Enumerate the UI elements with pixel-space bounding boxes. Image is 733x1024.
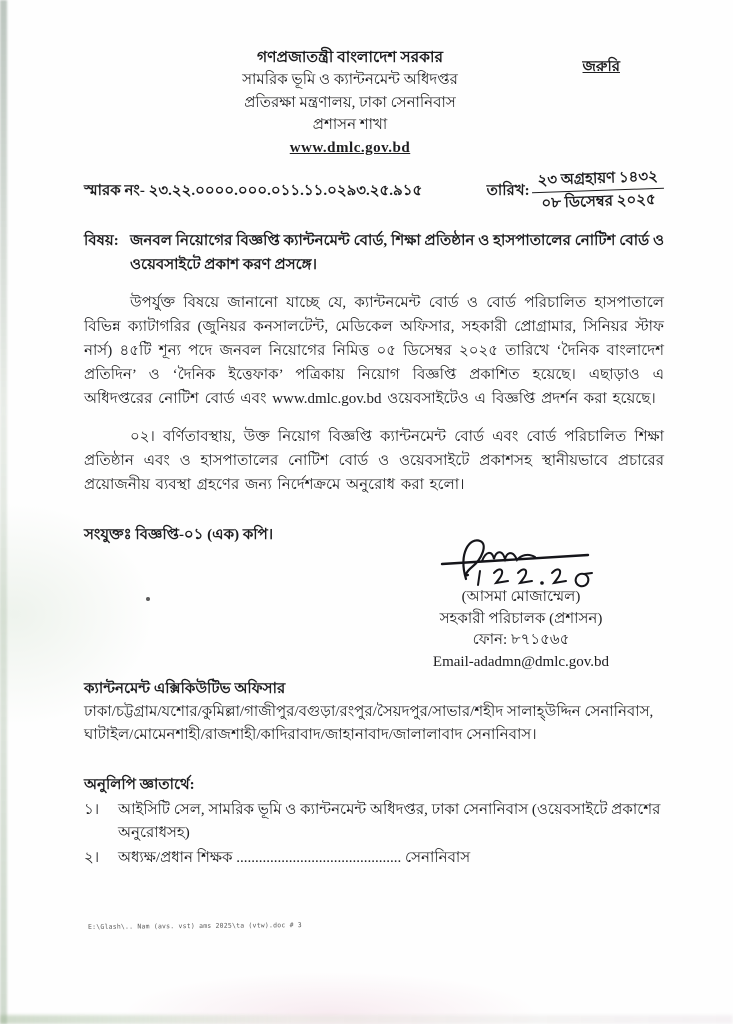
letter-content	[84, 46, 664, 871]
urgent-label: জরুরি	[582, 59, 620, 75]
ministry-name: প্রতিরক্ষা মন্ত্রণালয়, ঢাকা সেনানিবাস	[244, 94, 456, 111]
memo-number: স্মারক নং- ২৩.২২.০০০০.০০০.০১১.১১.০২৯৩.২৫.৯১৫	[84, 183, 423, 200]
distribution-list	[84, 678, 664, 748]
letterhead	[84, 46, 616, 159]
copy-item-1	[84, 799, 664, 846]
signatory-designation: সহকারী পরিচালক (প্রশাসন)	[439, 610, 603, 627]
body-paragraph-1: উপর্যুক্ত বিষয়ে জানানো যাচ্ছে যে, ক্যান্টনমেন্ট বোর্ড ও বোর্ড পরিচালিত হাসপাতালে বিভিন্ন ক্যাটাগরির (জুনিয়র কনসালটেন্ট, মেডিকেল অফিসার, সহকারী প্রোগ্রামার, সিনিয়র স্টাফ নার্স) ৪৫টি শূন্য পদে জনবল নিয়োগের নিমিত্ত ০৫ ডিসেম্বর ২০২৫ তারিখে ‘দৈনিক বাংলাদেশ প্রতিদিন’ ও ‘দৈনিক ইত্তেফাক’ পত্রিকায় নিয়োগ বিজ্ঞপ্তি প্রকাশিত হয়েছে। এছাড়াও এ অধিদপ্তরের নোটিশ বোর্ড এবং www.dmlc.gov.bd ওয়েবসাইটেও এ বিজ্ঞপ্তি প্রদর্শন করা হয়েছে।	[84, 294, 664, 407]
date-block	[487, 169, 664, 213]
distribution-line-2: ঘাটাইল/মোমেনশাহী/রাজশাহী/কাদিরাবাদ/জাহানাবাদ/জালালাবাদ সেনানিবাস।	[84, 727, 537, 744]
government-title: গণপ্রজাতন্ত্রী বাংলাদেশ সরকার	[256, 49, 444, 66]
scan-artifact-bottom-edge	[0, 1015, 733, 1024]
copy-item-text: আইসিটি সেল, সামরিক ভূমি ও ক্যান্টনমেন্ট অধিদপ্তর, ঢাকা সেনানিবাস (ওয়েবসাইটে প্রকাশের অনুরোধসহ)	[118, 801, 661, 841]
date-gregorian: ০৮ ডিসেম্বর ২০২৫	[540, 192, 656, 213]
copy-item-number: ১।	[84, 801, 100, 818]
copy-list-title: অনুলিপি জ্ঞাতার্থে:	[84, 776, 195, 793]
date-bangla: ২৩ অগ্রহায়ণ ১৪৩২	[531, 167, 664, 194]
attachment-note: সংযুক্তঃ বিজ্ঞপ্তি-০১ (এক) কপি।	[84, 526, 274, 543]
distribution-title: ক্যান্টনমেন্ট এক্সিকিউটিভ অফিসার	[84, 680, 286, 697]
copy-item-number: ২।	[84, 850, 100, 867]
copy-item-text: অধ্যক্ষ/প্রধান শিক্ষক ............................................ সেনানিবাস	[118, 850, 471, 867]
date-stack	[531, 167, 665, 215]
subject-row	[84, 229, 664, 277]
signatory-name: (আসমা মোজাম্মেল)	[461, 588, 581, 605]
date-label: তারিখ:	[486, 183, 530, 199]
subject-label: বিষয়:	[84, 232, 119, 249]
memo-row	[84, 169, 664, 213]
scan-artifact-left-edge	[0, 0, 7, 1024]
body-paragraph-2: ০২। বর্ণিতাবস্থায়, উক্ত নিয়োগ বিজ্ঞপ্তি ক্যান্টনমেন্ট বোর্ড এবং বোর্ড পরিচালিত শিক্ষা প্রতিষ্ঠান এবং ও হাসপাতালের নোটিশ বোর্ড ও ওয়েবসাইটে প্রকাশসহ স্থানীয়ভাবে প্রচারের প্রয়োজনীয় ব্যবস্থা গ্রহণের জন্য নির্দেশক্রমে অনুরোধ করা হলো।	[84, 428, 664, 493]
website-url: www.dmlc.gov.bd	[289, 139, 411, 156]
handwritten-signature-icon	[436, 533, 606, 591]
copy-list	[84, 774, 664, 871]
signatory-phone: ফোন: ৮৭১৫৬৫	[472, 632, 570, 649]
scan-speck	[146, 597, 150, 601]
subject-text: জনবল নিয়োগের বিজ্ঞপ্তি ক্যান্টনমেন্ট বোর্ড, শিক্ষা প্রতিষ্ঠান ও হাসপাতালের নোটিশ বোর্ড ও ওয়েবসাইটে প্রকাশ করণ প্রসঙ্গে।	[130, 232, 664, 273]
file-path-footer: E:\Glash\.. Nam (avs. vst) ams 2025\ta (vtw).doc # 3	[87, 921, 302, 931]
branch-name: প্রশাসন শাখা	[312, 117, 388, 134]
department-name: সামরিক ভূমি ও ক্যান্টনমেন্ট অধিদপ্তর	[242, 72, 458, 89]
distribution-line-1: ঢাকা/চট্টগ্রাম/যশোর/কুমিল্লা/গাজীপুর/বগুড়া/রংপুর/সৈয়দপুর/সাভার/শহীদ সালাহ্‌উদ্দিন সেনানিবাস,	[84, 704, 654, 720]
signature-block	[396, 533, 646, 674]
signatory-email: Email-adadmn@dmlc.gov.bd	[432, 654, 610, 670]
copy-item-2	[84, 847, 664, 870]
